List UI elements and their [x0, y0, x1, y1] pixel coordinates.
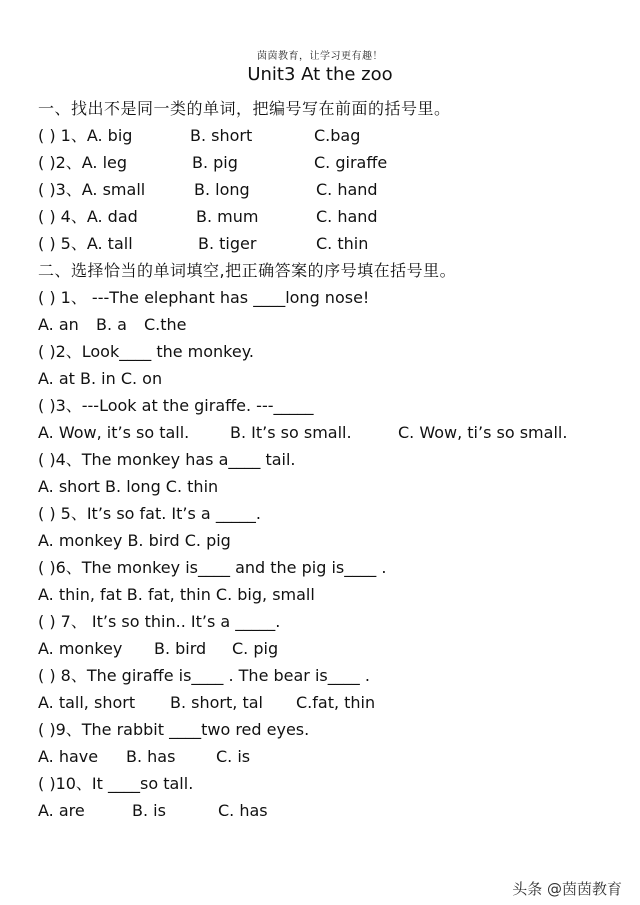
s2-q7-options	[38, 638, 620, 660]
s2-q10-option-b: B. is	[132, 801, 166, 820]
s1-question-4	[38, 206, 620, 228]
s2-q9-stem: ( )9、The rabbit ____two red eyes.	[38, 720, 310, 739]
s1-q5-option-b: B. tiger	[198, 234, 257, 253]
s1-q5-option-a: ( ) 5、A. tall	[38, 234, 133, 253]
s2-q8-option-c: C.fat, thin	[296, 693, 376, 712]
s2-q8-option-a: A. tall, short	[38, 693, 136, 712]
s1-q4-option-b: B. mum	[196, 207, 259, 226]
s1-q2-option-c: C. giraffe	[314, 153, 388, 172]
s1-q5-option-c: C. thin	[316, 234, 369, 253]
s2-q6-stem: ( )6、The monkey is____ and the pig is____ .	[38, 558, 387, 577]
s1-q3-option-c: C. hand	[316, 180, 378, 199]
s2-q1-option-c: C.the	[144, 315, 187, 334]
s2-q9-options	[38, 746, 620, 768]
s2-q3-option-b: B. It’s so small.	[230, 423, 352, 442]
watermark-text: 头条 @茵茵教育	[512, 880, 622, 898]
s1-q3-option-a: ( )3、A. small	[38, 180, 146, 199]
s2-q6-options: A. thin, fat B. fat, thin C. big, small	[38, 585, 315, 604]
s2-q10-option-a: A. are	[38, 801, 85, 820]
s1-q2-option-b: B. pig	[192, 153, 238, 172]
s1-question-2	[38, 152, 620, 174]
s2-q9-option-a: A. have	[38, 747, 99, 766]
s2-q4-stem: ( )4、The monkey has a____ tail.	[38, 450, 296, 469]
s2-q2-stem: ( )2、Look____ the monkey.	[38, 342, 254, 361]
s1-q1-option-c: C.bag	[314, 126, 361, 145]
header-slogan: 茵茵教育，让学习更有趣！	[257, 51, 383, 62]
s1-question-5	[38, 233, 620, 255]
s2-q9-option-c: C. is	[216, 747, 251, 766]
s2-q1-option-a: A. an	[38, 315, 79, 334]
s2-q7-option-c: C. pig	[232, 639, 279, 658]
s1-question-3	[38, 179, 620, 201]
s2-q4-options: A. short B. long C. thin	[38, 477, 219, 496]
s1-q4-option-a: ( ) 4、A. dad	[38, 207, 138, 226]
s1-q4-option-c: C. hand	[316, 207, 378, 226]
s1-q2-option-a: ( )2、A. leg	[38, 153, 128, 172]
s2-q8-options	[38, 692, 620, 714]
s1-q3-option-b: B. long	[194, 180, 250, 199]
worksheet-title: Unit3 At the zoo	[247, 64, 393, 85]
s2-q10-option-c: C. has	[218, 801, 268, 820]
s2-q8-option-b: B. short, tal	[170, 693, 263, 712]
s2-q3-option-a: A. Wow, it’s so tall.	[38, 423, 190, 442]
s2-q5-options: A. monkey B. bird C. pig	[38, 531, 231, 550]
s2-q3-option-c: C. Wow, ti’s so small.	[398, 423, 568, 442]
section2-heading: 二、选择恰当的单词填空,把正确答案的序号填在括号里。	[38, 261, 457, 280]
s2-q10-options	[38, 800, 620, 822]
s2-q7-stem: ( ) 7、 It’s so thin.. It’s a _____.	[38, 612, 281, 631]
s2-q3-options	[38, 422, 620, 444]
s2-q3-stem: ( )3、---Look at the giraffe. ---_____	[38, 396, 314, 415]
s2-q5-stem: ( ) 5、It’s so fat. It’s a _____.	[38, 504, 261, 523]
s2-q1-option-b: B. a	[96, 315, 127, 334]
section1-heading: 一、找出不是同一类的单词，把编号写在前面的括号里。	[38, 99, 451, 118]
s2-q7-option-b: B. bird	[154, 639, 207, 658]
s2-q8-stem: ( ) 8、The giraffe is____ . The bear is____ .	[38, 666, 370, 685]
s1-q1-option-a: ( ) 1、A. big	[38, 126, 133, 145]
s2-q1-stem: ( ) 1、 ---The elephant has ____long nose!	[38, 288, 370, 307]
s2-q10-stem: ( )10、It ____so tall.	[38, 774, 194, 793]
s1-q1-option-b: B. short	[190, 126, 253, 145]
s2-q2-options: A. at B. in C. on	[38, 369, 163, 388]
s2-q9-option-b: B. has	[126, 747, 176, 766]
s1-question-1	[38, 125, 620, 147]
s2-q7-option-a: A. monkey	[38, 639, 123, 658]
s2-q1-options	[38, 314, 620, 336]
